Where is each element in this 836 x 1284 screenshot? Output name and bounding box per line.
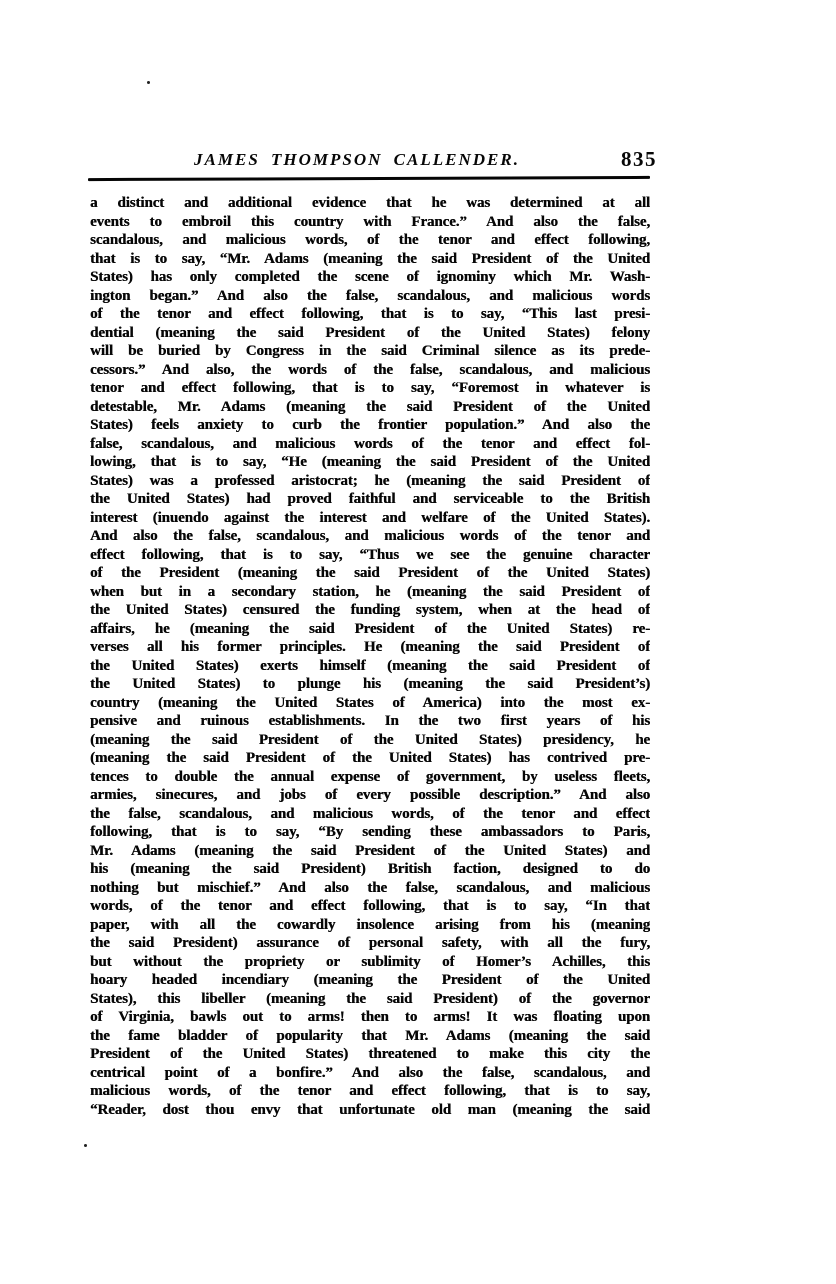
text-line: the United States) exerts himself (meaning the said President of [90,657,650,674]
text-line: will be buried by Congress in the said Criminal silence as its prede- [90,343,650,359]
page-header [90,147,657,174]
text-line: but without the propriety or sublimity of Homer’s Achilles, this [90,953,650,970]
text-line: States), this libeller (meaning the said President) of the governor [90,990,650,1007]
text-line: armies, sinecures, and jobs of every possible description.” And also [90,787,650,803]
text-line: States) feels anxiety to curb the frontier population.” And also the [90,417,650,433]
text-line: And also the false, scandalous, and malicious words of the tenor and [90,528,650,544]
text-line: his (meaning the said President) British faction, designed to do [90,861,650,877]
text-line: false, scandalous, and malicious words of the tenor and effect fol- [90,435,650,452]
text-line: country (meaning the United States of America) into the most ex- [90,694,650,711]
text-line: malicious words, of the tenor and effect following, that is to say, [90,1083,650,1099]
body-text [90,194,650,1119]
text-line: the United States) had proved faithful and serviceable to the British [90,491,650,507]
scan-speck [84,1144,87,1147]
text-line: (meaning the said President of the United States) has contrived pre- [90,750,650,766]
text-line: the United States) censured the funding system, when at the head of [90,602,650,618]
text-line: States) has only completed the scene of ignominy which Mr. Wash- [90,269,650,285]
text-line: paper, with all the cowardly insolence arising from his (meaning [90,916,650,933]
text-line: affairs, he (meaning the said President of the United States) re- [90,620,650,637]
text-line: following, that is to say, “By sending these ambassadors to Paris, [90,824,650,840]
page-number: 835 [621,147,657,171]
text-line: a distinct and additional evidence that he was determined at all [90,195,650,211]
text-line: “Reader, dost thou envy that unfortunate old man (meaning the said [90,1101,650,1118]
page-content [90,147,657,1118]
text-line: pensive and ruinous establishments. In the two first years of his [90,713,650,729]
text-line: (meaning the said President of the United States) presidency, he [90,731,650,748]
text-line: scandalous, and malicious words, of the tenor and effect following, [90,232,650,248]
text-line: cessors.” And also, the words of the false, scandalous, and malicious [90,361,650,378]
text-line: effect following, that is to say, “Thus we see the genuine character [90,546,650,563]
text-line: Mr. Adams (meaning the said President of the United States) and [90,842,650,859]
text-line: tenor and effect following, that is to say, “Foremost in whatever is [90,380,650,396]
text-line: centrical point of a bonfire.” And also the false, scandalous, and [90,1064,650,1081]
text-line: when but in a secondary station, he (meaning the said President of [90,583,650,600]
text-line: States) was a professed aristocrat; he (meaning the said President of [90,472,650,489]
text-line: events to embroil this country with France.” And also the false, [90,213,650,230]
text-line: words, of the tenor and effect following, that is to say, “In that [90,898,650,914]
text-line: the said President) assurance of personal safety, with all the fury, [90,935,650,951]
text-line: of the President (meaning the said President of the United States) [90,565,650,581]
text-line: that is to say, “Mr. Adams (meaning the said President of the United [90,250,650,267]
text-line: of the tenor and effect following, that is to say, “This last presi- [90,306,650,322]
text-line: the United States) to plunge his (meaning the said President’s) [90,676,650,692]
text-line: verses all his former principles. He (meaning the said President of [90,639,650,655]
running-title: JAMES THOMPSON CALLENDER. [194,150,520,169]
text-line: President of the United States) threatened to make this city the [90,1046,650,1062]
text-line: interest (inuendo against the interest and welfare of the United States). [90,509,650,526]
text-line: detestable, Mr. Adams (meaning the said President of the United [90,398,650,415]
text-line: the fame bladder of popularity that Mr. Adams (meaning the said [90,1027,650,1044]
text-line: lowing, that is to say, “He (meaning the said President of the United [90,454,650,470]
text-line: of Virginia, bawls out to arms! then to arms! It was floating upon [90,1009,650,1025]
text-line: ington began.” And also the false, scandalous, and malicious words [90,287,650,304]
scan-speck [147,81,150,84]
text-line: the false, scandalous, and malicious words, of the tenor and effect [90,805,650,822]
header-rule [88,176,650,181]
text-line: nothing but mischief.” And also the false, scandalous, and malicious [90,879,650,896]
text-line: dential (meaning the said President of the United States) felony [90,324,650,341]
text-line: hoary headed incendiary (meaning the President of the United [90,972,650,988]
text-line: tences to double the annual expense of government, by useless fleets, [90,768,650,785]
